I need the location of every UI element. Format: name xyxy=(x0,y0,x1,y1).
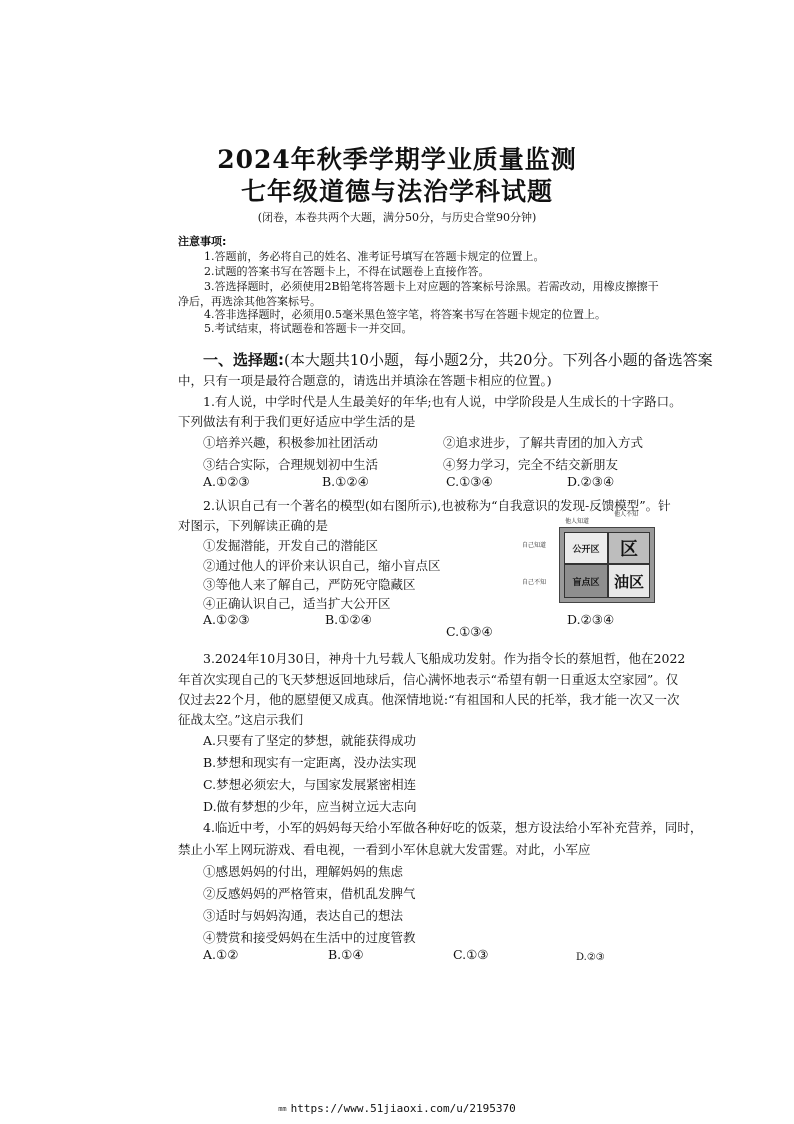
q2-choice-a: A.①②③ xyxy=(203,612,250,627)
exam-subtitle: (闭卷，本卷共两个大题，满分50分，与历史合堂90分钟) xyxy=(257,211,537,224)
exam-title-line2: 七年级道德与法治学科试题 xyxy=(240,177,553,206)
footer-logo-icon: mm xyxy=(278,1105,287,1113)
q4-choice-d: D.②③ xyxy=(576,952,605,963)
johari-window-figure xyxy=(559,527,655,603)
q4-option-1: ①感恩妈妈的付出，理解妈妈的焦虑 xyxy=(203,864,404,879)
section-heading-label: 一、选择题: xyxy=(203,351,284,369)
q4-option-2: ②反感妈妈的严格管束，借机乱发脾气 xyxy=(203,886,416,901)
section-heading-text: (本大题共10小题，每小题2分，共20分。下列各小题的备选答案 xyxy=(284,351,713,369)
figure-cell-unknown-area: 油区 xyxy=(608,564,650,598)
q3-stem-line3: 仅过去22个月，他的愿望便又成真。他深情地说:“有祖国和人民的托举，我才能一次又一次 xyxy=(178,692,680,707)
figure-cell-open-area: 公开区 xyxy=(564,532,608,564)
q1-option-1: ①培养兴趣，积极参加社团活动 xyxy=(203,435,379,450)
q2-option-3: ③等他人来了解自己，严防死守隐藏区 xyxy=(203,577,416,592)
footer-url[interactable]: https://www.51jiaoxi.com/u/2195370 xyxy=(290,1102,516,1115)
q1-choice-d: D.②③④ xyxy=(567,474,615,489)
q4-stem-line1: 4.临近中考，小军的妈妈每天给小军做各种好吃的饭菜，想方设法给小军补充营养，同时， xyxy=(203,820,703,835)
section-heading xyxy=(203,349,713,370)
q4-choice-c: C.①③ xyxy=(453,947,489,962)
q2-choice-c: C.①③④ xyxy=(446,624,493,639)
notice-item-2: 2.试题的答案书写在答题卡上，不得在试题卷上直接作答。 xyxy=(204,265,490,278)
q2-choice-d: D.②③④ xyxy=(567,612,615,627)
notice-item-3: 3.答选择题时，必须使用2B铅笔将答题卡上对应题的答案标号涂黑。若需改动，用橡皮擦擦干 xyxy=(204,280,659,293)
q1-option-2: ②追求进步，了解共青团的加入方式 xyxy=(443,435,644,450)
q1-option-4: ④努力学习，完全不结交新朋友 xyxy=(443,457,619,472)
exam-title-line1: 2024年秋季学期学业质量监测 xyxy=(217,145,577,174)
q2-option-2: ②通过他人的评价来认识自己，缩小盲点区 xyxy=(203,558,441,573)
q3-option-c: C.梦想必须宏大，与国家发展紧密相连 xyxy=(203,777,417,792)
notice-item-1: 1.答题前，务必将自己的姓名、准考证号填写在答题卡规定的位置上。 xyxy=(204,250,545,263)
q4-choice-a: A.①② xyxy=(203,947,239,962)
q2-option-1: ①发掘潜能，开发自己的潜能区 xyxy=(203,538,379,553)
q4-option-3: ③适时与妈妈沟通，表达自己的想法 xyxy=(203,908,404,923)
q1-stem-line2: 下列做法有利于我们更好适应中学生活的是 xyxy=(178,414,416,429)
q2-option-4: ④正确认识自己，适当扩大公开区 xyxy=(203,596,391,611)
q1-option-3: ③结合实际，合理规划初中生活 xyxy=(203,457,379,472)
figure-label-self-know: 自己知道 xyxy=(522,542,547,549)
page-footer xyxy=(0,1102,794,1115)
q2-stem-line2: 对图示，下列解读正确的是 xyxy=(178,518,329,533)
notice-item-5: 5.考试结束，将试题卷和答题卡一并交回。 xyxy=(204,322,413,335)
q1-choice-a: A.①②③ xyxy=(203,474,250,489)
q1-choice-c: C.①③④ xyxy=(446,474,493,489)
q3-stem-line2: 年首次实现自己的飞天梦想返回地球后，信心满怀地表示“希望有朝一日重返太空家园”。仅 xyxy=(178,672,679,687)
figure-label-self-unknown: 自己不知 xyxy=(522,579,547,586)
q3-stem-line4: 征战太空。”这启示我们 xyxy=(178,712,304,727)
q4-stem-line2: 禁止小军上网玩游戏、看电视，一看到小军休息就大发雷霆。对此，小军应 xyxy=(178,842,591,857)
q3-stem-line1: 3.2024年10月30日，神舟十九号载人飞船成功发射。作为指令长的蔡旭哲，他在2022 xyxy=(203,651,686,666)
notice-heading: 注意事项: xyxy=(178,235,227,248)
figure-cell-blind-area: 盲点区 xyxy=(564,564,608,598)
q1-stem-line1: 1.有人说，中学时代是人生最美好的年华;也有人说，中学阶段是人生成长的十字路口。 xyxy=(203,394,682,409)
section-heading-line2: 中，只有一项是最符合题意的，请选出并填涂在答题卡相应的位置。) xyxy=(178,373,552,388)
q3-option-b: B.梦想和现实有一定距离，没办法实现 xyxy=(203,755,417,770)
q4-option-4: ④赞赏和接受妈妈在生活中的过度管教 xyxy=(203,930,416,945)
notice-item-3-cont: 净后，再选涂其他答案标号。 xyxy=(178,295,321,308)
figure-cell-hidden-area: 区 xyxy=(608,532,650,564)
q3-option-a: A.只要有了坚定的梦想，就能获得成功 xyxy=(203,733,417,748)
figure-label-others-unknown: 他人不知 xyxy=(614,511,639,518)
q2-stem-line1: 2.认识自己有一个著名的模型(如右图所示),也被称为“自我意识的发现-反馈模型”。针 xyxy=(203,498,671,513)
notice-item-4: 4.答非选择题时，必须用0.5毫米黑色签字笔，将答案书写在答题卡规定的位置上。 xyxy=(204,308,606,321)
q2-choice-b: B.①②④ xyxy=(325,612,372,627)
q1-choice-b: B.①②④ xyxy=(322,474,369,489)
figure-label-others-know: 他人知道 xyxy=(565,518,590,525)
q4-choice-b: B.①④ xyxy=(328,947,364,962)
q3-option-d: D.做有梦想的少年，应当树立远大志向 xyxy=(203,799,417,814)
